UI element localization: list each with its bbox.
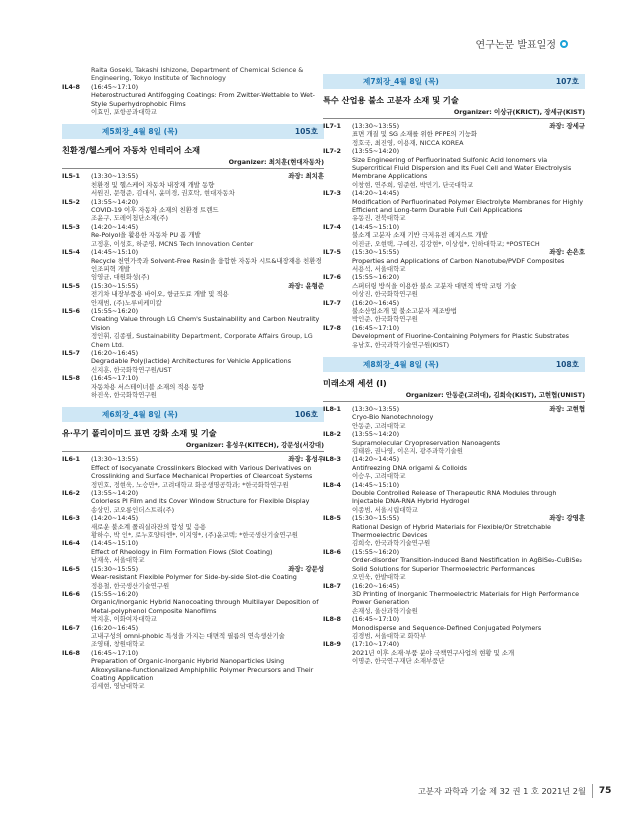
talk-entry [62,248,324,282]
session-room: 105호 [294,127,318,137]
talk-entry [323,223,585,248]
talk-title: Supramolecular Cryopreservation Nanoagents [352,438,501,447]
talk-time-line [91,514,324,522]
talk-code: IL7-8 [323,323,341,332]
talk-authors: 정용철, 한국생산기술연구원 [91,581,170,590]
talk-authors: 손재성, 울산과학기술원 [352,606,418,615]
talk-body [91,66,324,83]
session-bar [62,124,324,139]
talk-code: IL6-6 [62,589,80,598]
talk-body [91,282,324,307]
session-chair: 좌장: 강문성 [288,564,324,573]
talk-body [352,147,585,189]
talk-code: IL7-7 [323,298,341,307]
talk-time-line [91,489,324,497]
talk-time: (16:45~17:10) [352,615,400,624]
talk-entry [62,198,324,223]
talk-code: IL8-2 [323,430,341,439]
talk-title: Antifreezing DNA origami & Colloids [352,463,468,472]
talk-authors: 정인휘, 김종필, Sustainability Department, Corporate Affairs Group, LG Chem Ltd. [91,332,313,349]
talk-authors: 이명준, 한국연구재단 소재부품단 [352,657,445,666]
talk-authors: 이상진, 한국화학연구원 [352,290,418,299]
talk-code: IL7-5 [323,248,341,257]
talk-title: 친환경 및 헬스케어 자동차 내장재 개발 동향 [91,180,215,189]
talk-body [352,481,585,515]
talk-authors: 박인준, 한국화학연구원 [352,315,418,324]
talk-body [352,248,585,273]
talk-entry [323,615,585,640]
talk-entry [323,548,585,582]
session-label: 제6회장_4월 8일 (목) [102,410,178,420]
talk-entry [323,248,585,273]
talk-entry [323,455,585,480]
talk-title: Colorless PI Film and Its Cover Window Structure for Flexible Display [91,497,310,506]
talk-time: (13:55~14:20) [352,147,400,156]
talk-code: IL4-8 [62,82,80,91]
talk-entry [62,172,324,197]
talk-time: (14:45~15:10) [352,222,400,231]
talk-time: (14:20~14:45) [352,455,400,464]
talk-time: (13:55~14:20) [91,489,139,498]
talk-authors: 안재범, (주)노루비케미칼 [91,298,162,307]
session-chair: 좌장: 손은호 [549,248,585,257]
talk-code: IL6-4 [62,539,80,548]
talk-entry [323,430,585,455]
talk-time-line [91,248,324,256]
left-column [62,66,324,691]
talk-time: (16:20~16:45) [91,348,139,357]
talk-authors: 이진균, 오현택, 구예진, 김강현*, 이상섭*, 인하대학교; *POSTECH [352,239,540,248]
talk-entry [323,189,585,223]
talk-body [352,273,585,298]
talk-code: IL7-3 [323,189,341,198]
talk-code: IL8-1 [323,404,341,413]
talk-body [352,122,585,147]
footer-divider [592,784,593,798]
talk-authors: 유남호, 한국과학기술연구원(KIST) [352,340,450,349]
session-chair: 좌장: 강영훈 [549,514,585,523]
talk-time-line [352,430,585,438]
talk-time-line [352,147,585,155]
talk-entry [62,83,324,117]
session-bar [323,74,585,89]
talk-body [352,223,585,248]
talk-time-line [352,514,585,522]
talk-time: (15:30~15:55) [91,564,139,573]
session-7 [323,74,585,349]
page-footer [418,784,611,798]
talk-authors: 이승우, 고려대학교 [352,472,406,481]
talk-title: Cryo-Bio Nanotechnology [352,413,434,422]
talk-time: (16:45~17:10) [91,82,139,91]
talk-body [91,514,324,539]
talk-body [91,198,324,223]
talk-time: (15:55~16:20) [352,273,400,282]
talk-code: IL6-3 [62,514,80,523]
talk-time-line [352,640,585,648]
talk-title: Organic/Inorganic Hybrid Nanocoating through Multilayer Deposition of Metal-polyphenol Composite Nanofilms [91,598,319,615]
talk-title: Recycle 천연가죽과 Solvent-Free Resin을 융합한 자동차 시트&내장재용 친환경 인조피혁 개발 [91,256,322,273]
talk-authors: 김희숙, 한국과학기술연구원 [352,539,431,548]
talk-time-line [91,198,324,206]
talk-time-line [91,455,324,463]
talk-entry [62,307,324,349]
talk-code: IL8-6 [323,547,341,556]
talk-time-line [352,548,585,556]
talk-entry [323,405,585,430]
talk-time-line [91,539,324,547]
talk-title: Preparation of Organic-Inorganic Hybrid Nanoparticles Using Alkoxysilane-functionalized Amphiphilic Polymer Precursors and Their Coating Application [91,657,314,682]
talk-entry [323,640,585,665]
talk-body [352,405,585,430]
talk-body [91,223,324,248]
talk-body [352,189,585,223]
talk-entry [323,147,585,189]
session-organizer: Organizer: 안동준(고려대), 김희숙(KIST), 고현협(UNIST) [323,390,585,402]
talk-authors: 정민호, 정현욱, 노승만*, 고려대학교 화공생명공학과; *한국화학연구원 [91,480,289,489]
talk-title: Rational Design of Hybrid Materials for Flexible/Or Stretchable Thermoelectric Devices [352,522,551,540]
talk-time: (14:20~14:45) [91,222,139,231]
talk-authors: 신지훈, 한국화학연구원/UST [91,365,172,374]
talk-code: IL5-3 [62,222,80,231]
talk-body [91,539,324,564]
session-chair: 좌장: 장세규 [549,122,585,130]
talk-body [352,615,585,640]
talk-authors: 서원진, 문형준, 김대식, 윤미경, 권호탁, 현대자동차 [91,189,235,198]
talk-time: (15:30~15:55) [352,248,400,257]
session-room: 106호 [294,410,318,420]
talk-title: Heterostructured Antifogging Coatings: From Zwitter-Wettable to Wet-Style Superhydrophobic Films [91,91,315,108]
talk-entry [62,349,324,374]
talk-title: Effect of Isocyanate Crosslinkers Blocked with Various Derivatives on Crosslinking and Surface Mechanical Properties of Clearcoat Systems [91,463,313,481]
talk-code: IL5-6 [62,306,80,315]
talk-time: (16:45~17:10) [91,374,139,383]
talk-body [91,649,324,691]
talk-authors: 유동진, 전북대학교 [352,214,406,223]
talk-authors: 송상민, 코오롱인더스트리(주) [91,505,175,514]
talk-code: IL5-4 [62,248,80,257]
talk-title: 고내구성의 omni-phobic 특성을 가지는 대면적 필름의 연속생산기술 [91,631,285,640]
talk-time-line [91,590,324,598]
talk-title: 새로운 불소계 폴리실라잔의 합성 및 응용 [91,522,207,531]
talk-code: IL8-9 [323,640,341,649]
talk-time-line [352,248,585,256]
talk-title: Modification of Perfluorinated Polymer Electrolyte Membranes for Highly Efficient and Long-term Durable Full Cell Applications [352,197,584,215]
talk-entry [62,66,324,83]
talk-code: IL5-7 [62,348,80,357]
talk-authors: 고정훈, 이성호, 하준영, MCNS Tech Innovation Center [91,239,254,248]
session-chair: 좌장: 고현협 [549,404,585,413]
talk-entry [62,514,324,539]
talk-time-line [91,374,324,382]
session-organizer: Organizer: 홍성우(KITECH), 강문성(서강대) [62,440,324,452]
talk-body [352,430,585,455]
talk-body [352,548,585,582]
talk-entry [323,299,585,324]
talk-time: (14:20~14:45) [352,189,400,198]
talk-authors: 김경범, 서울대학교 화학부 [352,631,427,640]
talk-code: IL6-8 [62,648,80,657]
talk-time: (13:55~14:20) [91,197,139,206]
talk-time: (16:20~16:45) [91,623,139,632]
talk-body [91,172,324,197]
talk-time: (15:30~15:55) [352,514,400,523]
talk-title: Size Engineering of Perfluorinated Sulfonic Acid Ionomers via Supercritical Fluid Dispersion and Its Fuel Cell and Water Electrolysis Membrane Applications [352,155,572,181]
talk-authors: 하진욱, 한국화학연구원 [91,391,157,399]
talk-entry [323,273,585,298]
session-chair: 좌장: 최치훈 [288,172,324,181]
talk-title: Development of Fluorine-Containing Polymers for Plastic Substrates [352,332,569,341]
talk-time-line [352,189,585,197]
talk-time: (16:20~16:45) [352,298,400,307]
talk-body [352,514,585,548]
talk-title: 2021년 이후 소재·부품 분야 국책연구사업의 현황 및 소개 [352,648,515,657]
talk-title: 불소산업소개 및 불소고분자 제조방법 [352,306,457,315]
talk-authors: 정호국, 최진영, 이용재, NICCA KOREA [352,138,464,147]
talk-time-line [352,481,585,489]
talk-body [352,640,585,665]
talk-authors: 이효민, 포항공과대학교 [91,108,157,117]
talk-time: (16:45~17:10) [91,648,139,657]
talk-time: (14:45~15:10) [352,480,400,489]
talk-entry [323,481,585,515]
session-name: 미래소재 세션 (I) [323,377,387,388]
talk-body [91,624,324,649]
talk-entry [62,282,324,307]
talk-time-line [91,83,324,91]
page-header [476,36,568,51]
talk-time: (13:30~13:55) [91,455,139,464]
talk-authors: 남재욱, 서울대학교 [91,556,145,565]
session-6 [62,407,324,690]
talk-code: IL6-1 [62,455,80,464]
talk-code: IL7-2 [323,147,341,156]
talk-authors: 안동준, 고려대학교 [352,421,406,430]
right-column [323,66,585,666]
session-bar [62,407,324,422]
circle-bullet-icon [560,40,568,48]
talk-time-line [352,405,585,413]
talk-time: (15:30~15:55) [91,281,139,290]
session-name: 친환경/헬스케어 자동차 인테리어 소재 [62,145,201,156]
talk-body [91,307,324,349]
talk-body [91,590,324,624]
talk-time-line [352,582,585,590]
talk-code: IL6-5 [62,564,80,573]
talk-title: Order-disorder Transition-induced Band Nestification in AgBiSe₂-CuBiSe₂ Solid Solutions for Superior Thermoelectric Performances [352,556,582,573]
talk-body [91,248,324,282]
talk-title: 스퍼터링 방식을 이용한 불소 고분자 대면적 박막 코팅 기술 [352,281,517,290]
talk-title: Monodisperse and Sequence-Defined Conjugated Polymers [352,623,542,632]
talk-body [91,349,324,374]
talk-time: (14:45~15:10) [91,539,139,548]
talk-title: COVID-19 이후 자동차 소재의 친환경 트렌드 [91,206,219,215]
talk-list [323,122,585,349]
continued-entries [62,66,324,116]
session-chair: 좌장: 윤형준 [288,281,324,290]
talk-authors: 이종범, 서울시립대학교 [352,505,418,514]
session-5 [62,124,324,399]
talk-authors: 황하수, 박 인*, 로누호양티엔*, 이지영*, (주)윤코텍; *한국생산기술연구원 [91,531,298,540]
talk-title: Re-Polyol을 활용한 자동차 PU 폼 개발 [91,231,201,240]
talk-title: 불소계 고분자 소재 기반 극저유전 레지스트 개발 [352,231,488,240]
talk-code: IL6-7 [62,623,80,632]
talk-entry [62,539,324,564]
talk-time-line [352,455,585,463]
talk-body [352,582,585,616]
talk-body [91,374,324,399]
talk-body [91,455,324,489]
talk-entry [323,582,585,616]
talk-entry [62,489,324,514]
talk-code: IL5-5 [62,281,80,290]
talk-time: (17:10~17:40) [352,640,400,649]
talk-time-line [91,624,324,632]
talk-body [352,324,585,349]
talk-authors: 임영균, 대원화성(주) [91,273,150,282]
talk-entry [62,649,324,691]
talk-authors: 조영태, 창원대학교 [91,640,145,649]
talk-code: IL8-3 [323,455,341,464]
talk-authors: 오민욱, 한밭대학교 [352,573,406,582]
talk-title: Creating Value through LG Chem's Sustainability and Carbon Neutrality Vision [91,315,320,332]
talk-authors: 조윤구, 도레이첨단소재(주) [91,214,168,223]
talk-time-line [352,324,585,332]
talk-entry [62,455,324,489]
talk-time: (14:45~15:10) [91,248,139,257]
talk-title: Wear-resistant Flexible Polymer for Side-by-side Slot-die Coating [91,573,297,582]
session-chair: 좌장: 홍성우 [288,455,324,464]
talk-code: IL5-1 [62,172,80,181]
talk-title: Properties and Applications of Carbon Nanotube/PVDF Composites [352,256,565,265]
talk-code: IL8-7 [323,581,341,590]
session-name: 특수 산업용 불소 고분자 소재 및 기술 [323,95,459,105]
talk-entry [62,223,324,248]
talk-authors: 서용석, 서울대학교 [352,264,406,273]
talk-authors: 김태완, 권나영, 이은지, 광주과학기술원 [352,447,463,455]
talk-body [91,565,324,590]
talk-list [62,172,324,399]
talk-entry [323,122,585,147]
talk-time-line [91,649,324,657]
talk-title: Double Controlled Release of Therapeutic RNA Modules through Injectable DNA-RNA Hybrid Hydrogel [352,489,557,506]
talk-time: (13:30~13:55) [352,122,400,130]
talk-code [62,66,91,83]
session-room: 108호 [555,359,579,369]
talk-time-line [352,299,585,307]
talk-time-line [352,273,585,281]
talk-title: Effect of Rheology in Film Formation Flows (Slot Coating) [91,547,273,556]
talk-time: (16:45~17:10) [352,323,400,332]
session-bar [323,357,585,372]
talk-body [91,489,324,514]
session-8 [323,357,585,666]
session-organizer: Organizer: 이상규(KRICT), 장세규(KIST) [323,107,585,119]
talk-time-line [91,349,324,357]
talk-authors: Raita Goseki, Takashi Ishizone, Department of Chemical Science & Engineering, Tokyo Institute of Technology [91,66,304,83]
talk-title: 3D Printing of Inorganic Thermoelectric Materials for High Performance Power Generation [352,589,580,607]
talk-time: (13:55~14:20) [352,430,400,439]
talk-authors: 이창현, 연주희, 임준현, 박민기, 단국대학교 [352,180,474,189]
talk-body [352,455,585,480]
talk-entry [62,590,324,624]
talk-time-line [352,615,585,623]
talk-time: (15:55~16:20) [91,306,139,315]
session-label: 제7회장_4월 8일 (목) [363,77,439,86]
talk-time: (13:30~13:55) [91,172,139,181]
talk-time: (13:30~13:55) [352,404,400,413]
talk-code: IL8-8 [323,615,341,624]
session-label: 제8회장_4월 8일 (목) [363,359,439,369]
talk-authors: 박지훈, 이화여자대학교 [91,615,157,624]
header-title: 연구논문 발표일정 [475,40,556,51]
talk-code: IL5-8 [62,374,80,383]
talk-time-line [91,307,324,315]
talk-code: IL8-5 [323,514,341,523]
talk-title: 전기차 내장부품용 바이오, 항균도료 개발 및 적용 [91,290,229,299]
talk-title: 자동차용 서스테이너블 소재의 적용 동향 [91,382,205,391]
page-number: 75 [598,786,612,796]
talk-title: 표면 개질 및 SG 소재를 위한 PFPE의 기능화 [352,130,478,139]
talk-authors: 김세현, 영남대학교 [91,682,145,691]
session-name: 유·무기 폴리이미드 표면 강화 소재 및 기술 [62,428,217,439]
talk-entry [323,324,585,349]
talk-title: Degradable Poly(lactide) Architectures for Vehicle Applications [91,357,292,366]
talk-body [91,83,324,117]
talk-time-line [91,282,324,290]
talk-code: IL5-2 [62,197,80,206]
talk-time-line [91,565,324,573]
talk-time: (16:20~16:45) [352,581,400,590]
talk-code: IL7-6 [323,273,341,282]
talk-entry [62,624,324,649]
talk-time: (15:55~16:20) [91,589,139,598]
talk-time: (14:20~14:45) [91,514,139,523]
talk-list [62,455,324,690]
talk-list [323,405,585,666]
journal-info: 고분자 과학과 기술 제 32 권 1 호 2021년 2월 [418,785,586,796]
talk-code: IL8-4 [323,480,341,489]
talk-body [352,299,585,324]
session-label: 제5회장_4월 8일 (목) [102,127,178,137]
session-organizer: Organizer: 최치훈(현대자동차) [62,157,324,169]
talk-time: (15:55~16:20) [352,547,400,556]
talk-entry [323,514,585,548]
talk-code: IL6-2 [62,489,80,498]
talk-code: IL7-4 [323,222,341,231]
session-room: 107호 [555,77,579,86]
talk-code: IL7-1 [323,122,341,130]
talk-time-line [91,172,324,180]
talk-entry [62,374,324,399]
talk-entry [62,565,324,590]
